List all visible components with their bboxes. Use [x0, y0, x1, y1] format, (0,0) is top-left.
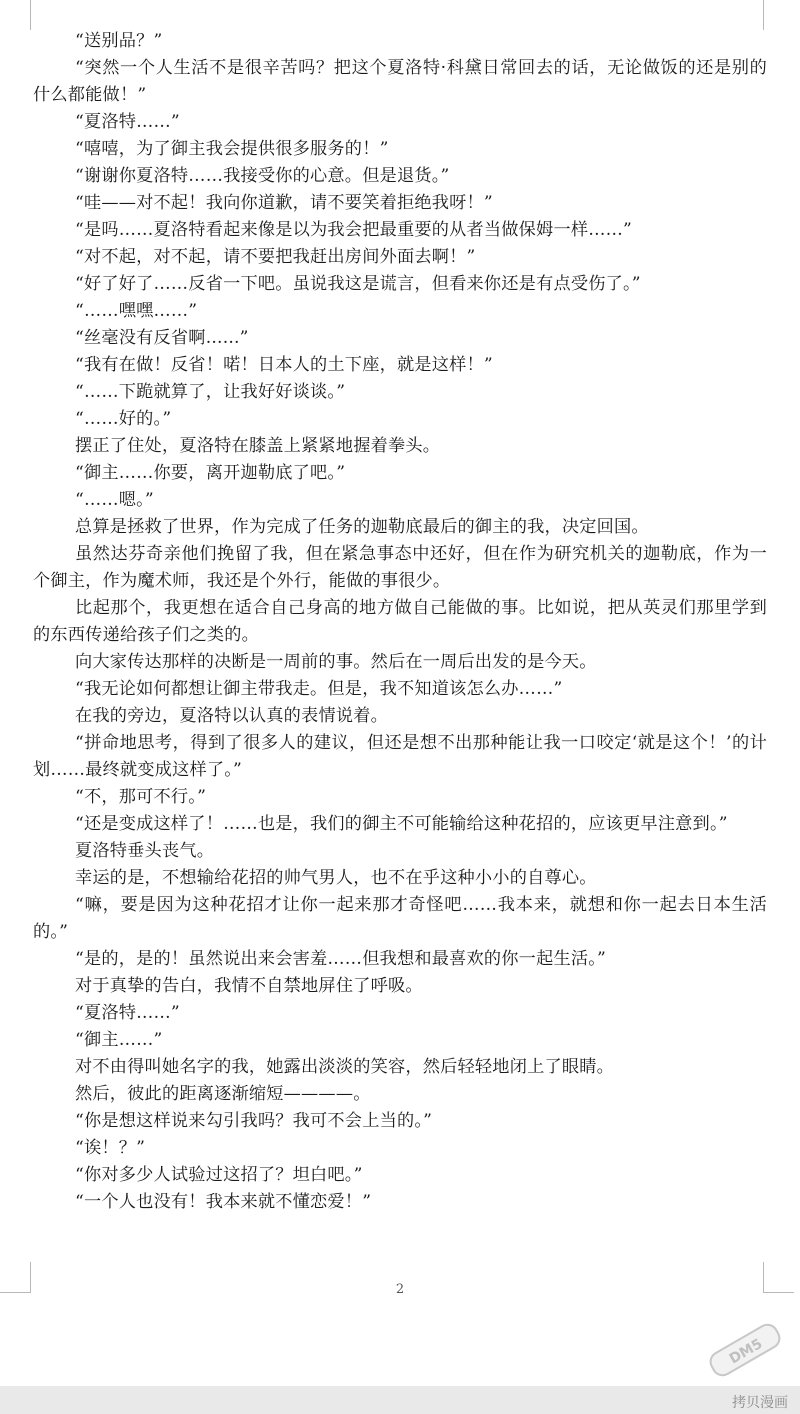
paragraph: 摆正了住处，夏洛特在膝盖上紧紧地握着拳头。: [75, 436, 441, 456]
paragraph: “对不起，对不起，请不要把我赶出房间外面去啊！”: [75, 247, 476, 267]
document-body: [33, 28, 767, 1216]
paragraph: “我有在做！反省！喏！日本人的土下座，就是这样！”: [75, 355, 493, 375]
paragraph: 总算是拯救了世界，作为完成了任务的迦勒底最后的御主的我，决定回国。: [75, 517, 649, 537]
paragraph: “嘻嘻，为了御主我会提供很多服务的！”: [75, 139, 389, 159]
paragraph: “御主……”: [75, 1030, 163, 1050]
paragraph: “哇——对不起！我向你道歉，请不要笑着拒绝我呀！”: [75, 193, 493, 213]
dm5-logo-icon: [700, 1320, 790, 1380]
paragraph: “夏洛特……”: [75, 112, 180, 132]
watermark-text: 拷贝漫画: [732, 1395, 788, 1411]
paragraph: 虽然达芬奇亲他们挽留了我，但在紧急事态中还好，但在作为研究机关的迦勒底，作为一个御主，作为魔术师，我还是个外行，能做的事很少。: [33, 544, 767, 591]
paragraph: “你对多少人试验过这招了？坦白吧。”: [75, 1165, 363, 1185]
paragraph: “送别品？”: [75, 31, 163, 51]
paragraph: “一个人也没有！我本来就不懂恋爱！”: [75, 1192, 372, 1212]
paragraph: “拼命地思考，得到了很多人的建议，但还是想不出那种能让我一口咬定‘就是这个！’的计划……最终就变成这样了。”: [33, 733, 767, 780]
paragraph: “……好的。”: [75, 409, 172, 429]
page-corner-mark: [763, 0, 794, 30]
paragraph: 比起那个，我更想在适合自己身高的地方做自己能做的事。比如说，把从英灵们那里学到的东西传递给孩子们之类的。: [33, 598, 767, 645]
paragraph: “诶！？”: [75, 1138, 146, 1158]
paragraph: 幸运的是，不想输给花招的帅气男人，也不在乎这种小小的自尊心。: [75, 868, 597, 888]
paragraph: “……下跪就算了，让我好好谈谈。”: [75, 382, 346, 402]
page-number: 2: [395, 1282, 405, 1297]
paragraph: “御主……你要，离开迦勒底了吧。”: [75, 463, 346, 483]
paragraph: 向大家传达那样的决断是一周前的事。然后在一周后出发的是今天。: [75, 652, 597, 672]
paragraph: “好了好了……反省一下吧。虽说我这是谎言，但看来你还是有点受伤了。”: [75, 274, 641, 294]
page-corner-mark: [0, 0, 31, 30]
paragraph: “不，那可不行。”: [75, 787, 207, 807]
paragraph: “是吗……夏洛特看起来像是以为我会把最重要的从者当做保姆一样……”: [75, 220, 632, 240]
bottom-band: [0, 1386, 800, 1414]
paragraph: “谢谢你夏洛特……我接受你的心意。但是退货。”: [75, 166, 450, 186]
paragraph: “你是想这样说来勾引我吗？我可不会上当的。”: [75, 1111, 433, 1131]
paragraph: “嘛，要是因为这种花招才让你一起来那才奇怪吧……我本来，就想和你一起去日本生活的。”: [33, 895, 767, 942]
paragraph: “……嗯。”: [75, 490, 154, 510]
paragraph: 然后，彼此的距离逐渐缩短————。: [75, 1084, 371, 1104]
paragraph: 夏洛特垂头丧气。: [75, 841, 215, 861]
paragraph: 对于真挚的告白，我情不自禁地屏住了呼吸。: [75, 976, 423, 996]
svg-text:DM5: DM5: [726, 1335, 766, 1368]
paragraph: 在我的旁边，夏洛特以认真的表情说着。: [75, 706, 388, 726]
paragraph: “我无论如何都想让御主带我走。但是，我不知道该怎么办……”: [75, 679, 563, 699]
paragraph: “丝毫没有反省啊......”: [75, 328, 249, 348]
paragraph: “夏洛特……”: [75, 1003, 180, 1023]
paragraph: 对不由得叫她名字的我，她露出淡淡的笑容，然后轻轻地闭上了眼睛。: [75, 1057, 615, 1077]
paragraph: “还是变成这样了！……也是，我们的御主不可能输给这种花招的，应该更早注意到。”: [75, 814, 728, 834]
paragraph: “是的，是的！虽然说出来会害羞……但我想和最喜欢的你一起生活。”: [75, 949, 607, 969]
paragraph: “……嘿嘿……”: [75, 301, 198, 321]
paragraph: “突然一个人生活不是很辛苦吗？把这个夏洛特·科黛日常回去的话，无论做饭的还是别的什么都能做！”: [33, 58, 767, 105]
